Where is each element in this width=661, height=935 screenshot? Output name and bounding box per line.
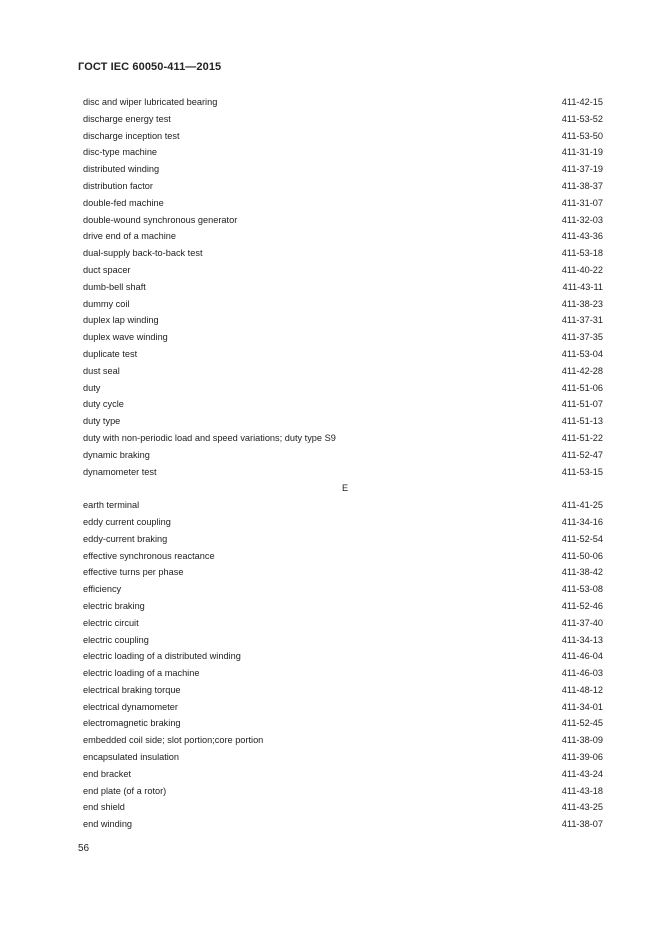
index-term: dumb-bell shaft (83, 281, 146, 292)
section-letter-row (83, 480, 603, 497)
index-entry (83, 749, 603, 766)
document-header: ГОСТ IEC 60050-411—2015 (78, 61, 222, 73)
index-code: 411-37-40 (561, 617, 603, 628)
index-term: double-fed machine (83, 197, 164, 208)
index-term: dynamic braking (83, 449, 150, 460)
index-entry (83, 296, 603, 313)
index-entry (83, 430, 603, 447)
index-entry (83, 816, 603, 833)
index-term: electrical braking torque (83, 684, 181, 695)
index-code: 411-34-13 (561, 634, 603, 645)
index-list (83, 94, 603, 833)
index-code: 411-42-15 (561, 97, 603, 107)
index-code: 411-53-08 (561, 584, 603, 595)
index-code: 411-43-11 (562, 281, 603, 292)
page-number: 56 (78, 843, 90, 854)
index-code: 411-53-04 (561, 348, 603, 359)
index-code: 411-51-22 (561, 432, 603, 443)
index-term: dual-supply back-to-back test (83, 248, 203, 259)
index-term: double-wound synchronous generator (83, 214, 238, 225)
index-term: effective synchronous reactance (83, 550, 215, 561)
index-term: earth terminal (83, 500, 140, 511)
index-code: 411-48-12 (561, 684, 603, 695)
index-term: duct spacer (83, 264, 131, 275)
index-term: dust seal (83, 365, 120, 376)
index-entry (83, 245, 603, 262)
index-code: 411-53-15 (561, 466, 603, 477)
index-code: 411-52-47 (561, 449, 603, 460)
index-entry (83, 699, 603, 716)
index-code: 411-38-07 (561, 819, 603, 830)
index-entry (83, 144, 603, 161)
index-code: 411-52-46 (561, 600, 603, 611)
section-letter: E (342, 483, 349, 494)
index-code: 411-43-24 (561, 768, 603, 779)
index-entry (83, 648, 603, 665)
index-code: 411-38-09 (561, 735, 603, 746)
index-entry (83, 548, 603, 565)
index-term: eddy-current braking (83, 533, 168, 544)
index-term: electrical dynamometer (83, 701, 178, 712)
index-entry (83, 161, 603, 178)
index-term: eddy current coupling (83, 516, 171, 527)
index-entry (83, 581, 603, 598)
index-code: 411-46-03 (561, 668, 603, 679)
index-term: distribution factor (83, 180, 153, 191)
index-code: 411-31-19 (561, 147, 603, 158)
index-term: drive end of a machine (83, 231, 176, 242)
index-entry (83, 564, 603, 581)
index-term: duty (83, 382, 101, 393)
index-term: end bracket (83, 768, 132, 779)
index-term: duplex wave winding (83, 332, 168, 343)
index-term: electric circuit (83, 617, 139, 628)
index-entry (83, 464, 603, 481)
index-entry (83, 766, 603, 783)
index-term: disc and wiper lubricated bearing (83, 97, 218, 107)
index-code: 411-53-52 (561, 113, 603, 124)
index-term: discharge inception test (83, 130, 180, 141)
index-code: 411-38-42 (561, 567, 603, 578)
index-code: 411-46-04 (561, 651, 603, 662)
index-term: disc-type machine (83, 147, 158, 158)
index-term: electromagnetic braking (83, 718, 181, 729)
index-term: embedded coil side; slot portion;core portion (83, 735, 264, 746)
index-entry (83, 615, 603, 632)
index-entry (83, 497, 603, 514)
index-code: 411-38-23 (561, 298, 603, 309)
index-code: 411-43-36 (561, 231, 603, 242)
index-entry (83, 531, 603, 548)
index-term: end shield (83, 802, 125, 813)
index-entry (83, 312, 603, 329)
index-term: encapsulated insulation (83, 752, 180, 763)
index-entry (83, 715, 603, 732)
index-term: electric loading of a distributed winding (83, 651, 241, 662)
index-code: 411-38-37 (561, 180, 603, 191)
index-term: duty cycle (83, 399, 124, 410)
index-entry (83, 363, 603, 380)
index-code: 411-52-45 (561, 718, 603, 729)
index-term: distributed winding (83, 164, 160, 175)
index-term: duplex lap winding (83, 315, 159, 326)
index-entry (83, 783, 603, 800)
index-entry (83, 380, 603, 397)
index-entry (83, 732, 603, 749)
index-term: duplicate test (83, 348, 138, 359)
index-code: 411-43-18 (561, 785, 603, 796)
index-code: 411-43-25 (561, 802, 603, 813)
index-entry (83, 346, 603, 363)
index-code: 411-42-28 (561, 365, 603, 376)
index-code: 411-39-06 (561, 752, 603, 763)
index-term: duty type (83, 416, 121, 427)
index-entry (83, 799, 603, 816)
index-code: 411-51-13 (561, 416, 603, 427)
index-code: 411-40-22 (561, 264, 603, 275)
index-term: electric loading of a machine (83, 668, 200, 679)
index-code: 411-34-01 (561, 701, 603, 712)
index-code: 411-53-50 (561, 130, 603, 141)
index-code: 411-50-06 (561, 550, 603, 561)
index-code: 411-51-07 (561, 399, 603, 410)
index-entry (83, 262, 603, 279)
index-entry (83, 195, 603, 212)
index-code: 411-37-35 (561, 332, 603, 343)
index-entry (83, 396, 603, 413)
index-code: 411-41-25 (561, 500, 603, 511)
index-term: dynamometer test (83, 466, 157, 477)
index-code: 411-34-16 (561, 516, 603, 527)
index-term: electric braking (83, 600, 145, 611)
index-term: efficiency (83, 584, 122, 595)
index-code: 411-37-19 (561, 164, 603, 175)
index-entry (83, 598, 603, 615)
index-entry (83, 128, 603, 145)
index-entry (83, 665, 603, 682)
index-code: 411-37-31 (561, 315, 603, 326)
index-entry (83, 94, 603, 111)
index-code: 411-52-54 (561, 533, 603, 544)
index-entry (83, 514, 603, 531)
index-entry (83, 212, 603, 229)
index-term: dummy coil (83, 298, 130, 309)
index-entry (83, 329, 603, 346)
index-term: discharge energy test (83, 113, 171, 124)
index-term: effective turns per phase (83, 567, 184, 578)
index-term: end plate (of a rotor) (83, 785, 167, 796)
index-code: 411-31-07 (561, 197, 603, 208)
index-entry (83, 632, 603, 649)
index-term: end winding (83, 819, 133, 830)
index-code: 411-32-03 (561, 214, 603, 225)
index-term: duty with non-periodic load and speed variations; duty type S9 (83, 432, 336, 443)
index-entry (83, 228, 603, 245)
index-entry (83, 413, 603, 430)
index-entry (83, 279, 603, 296)
index-entry (83, 682, 603, 699)
index-entry (83, 178, 603, 195)
index-entry (83, 111, 603, 128)
index-entry (83, 447, 603, 464)
index-code: 411-51-06 (561, 382, 603, 393)
index-term: electric coupling (83, 634, 149, 645)
index-code: 411-53-18 (561, 248, 603, 259)
